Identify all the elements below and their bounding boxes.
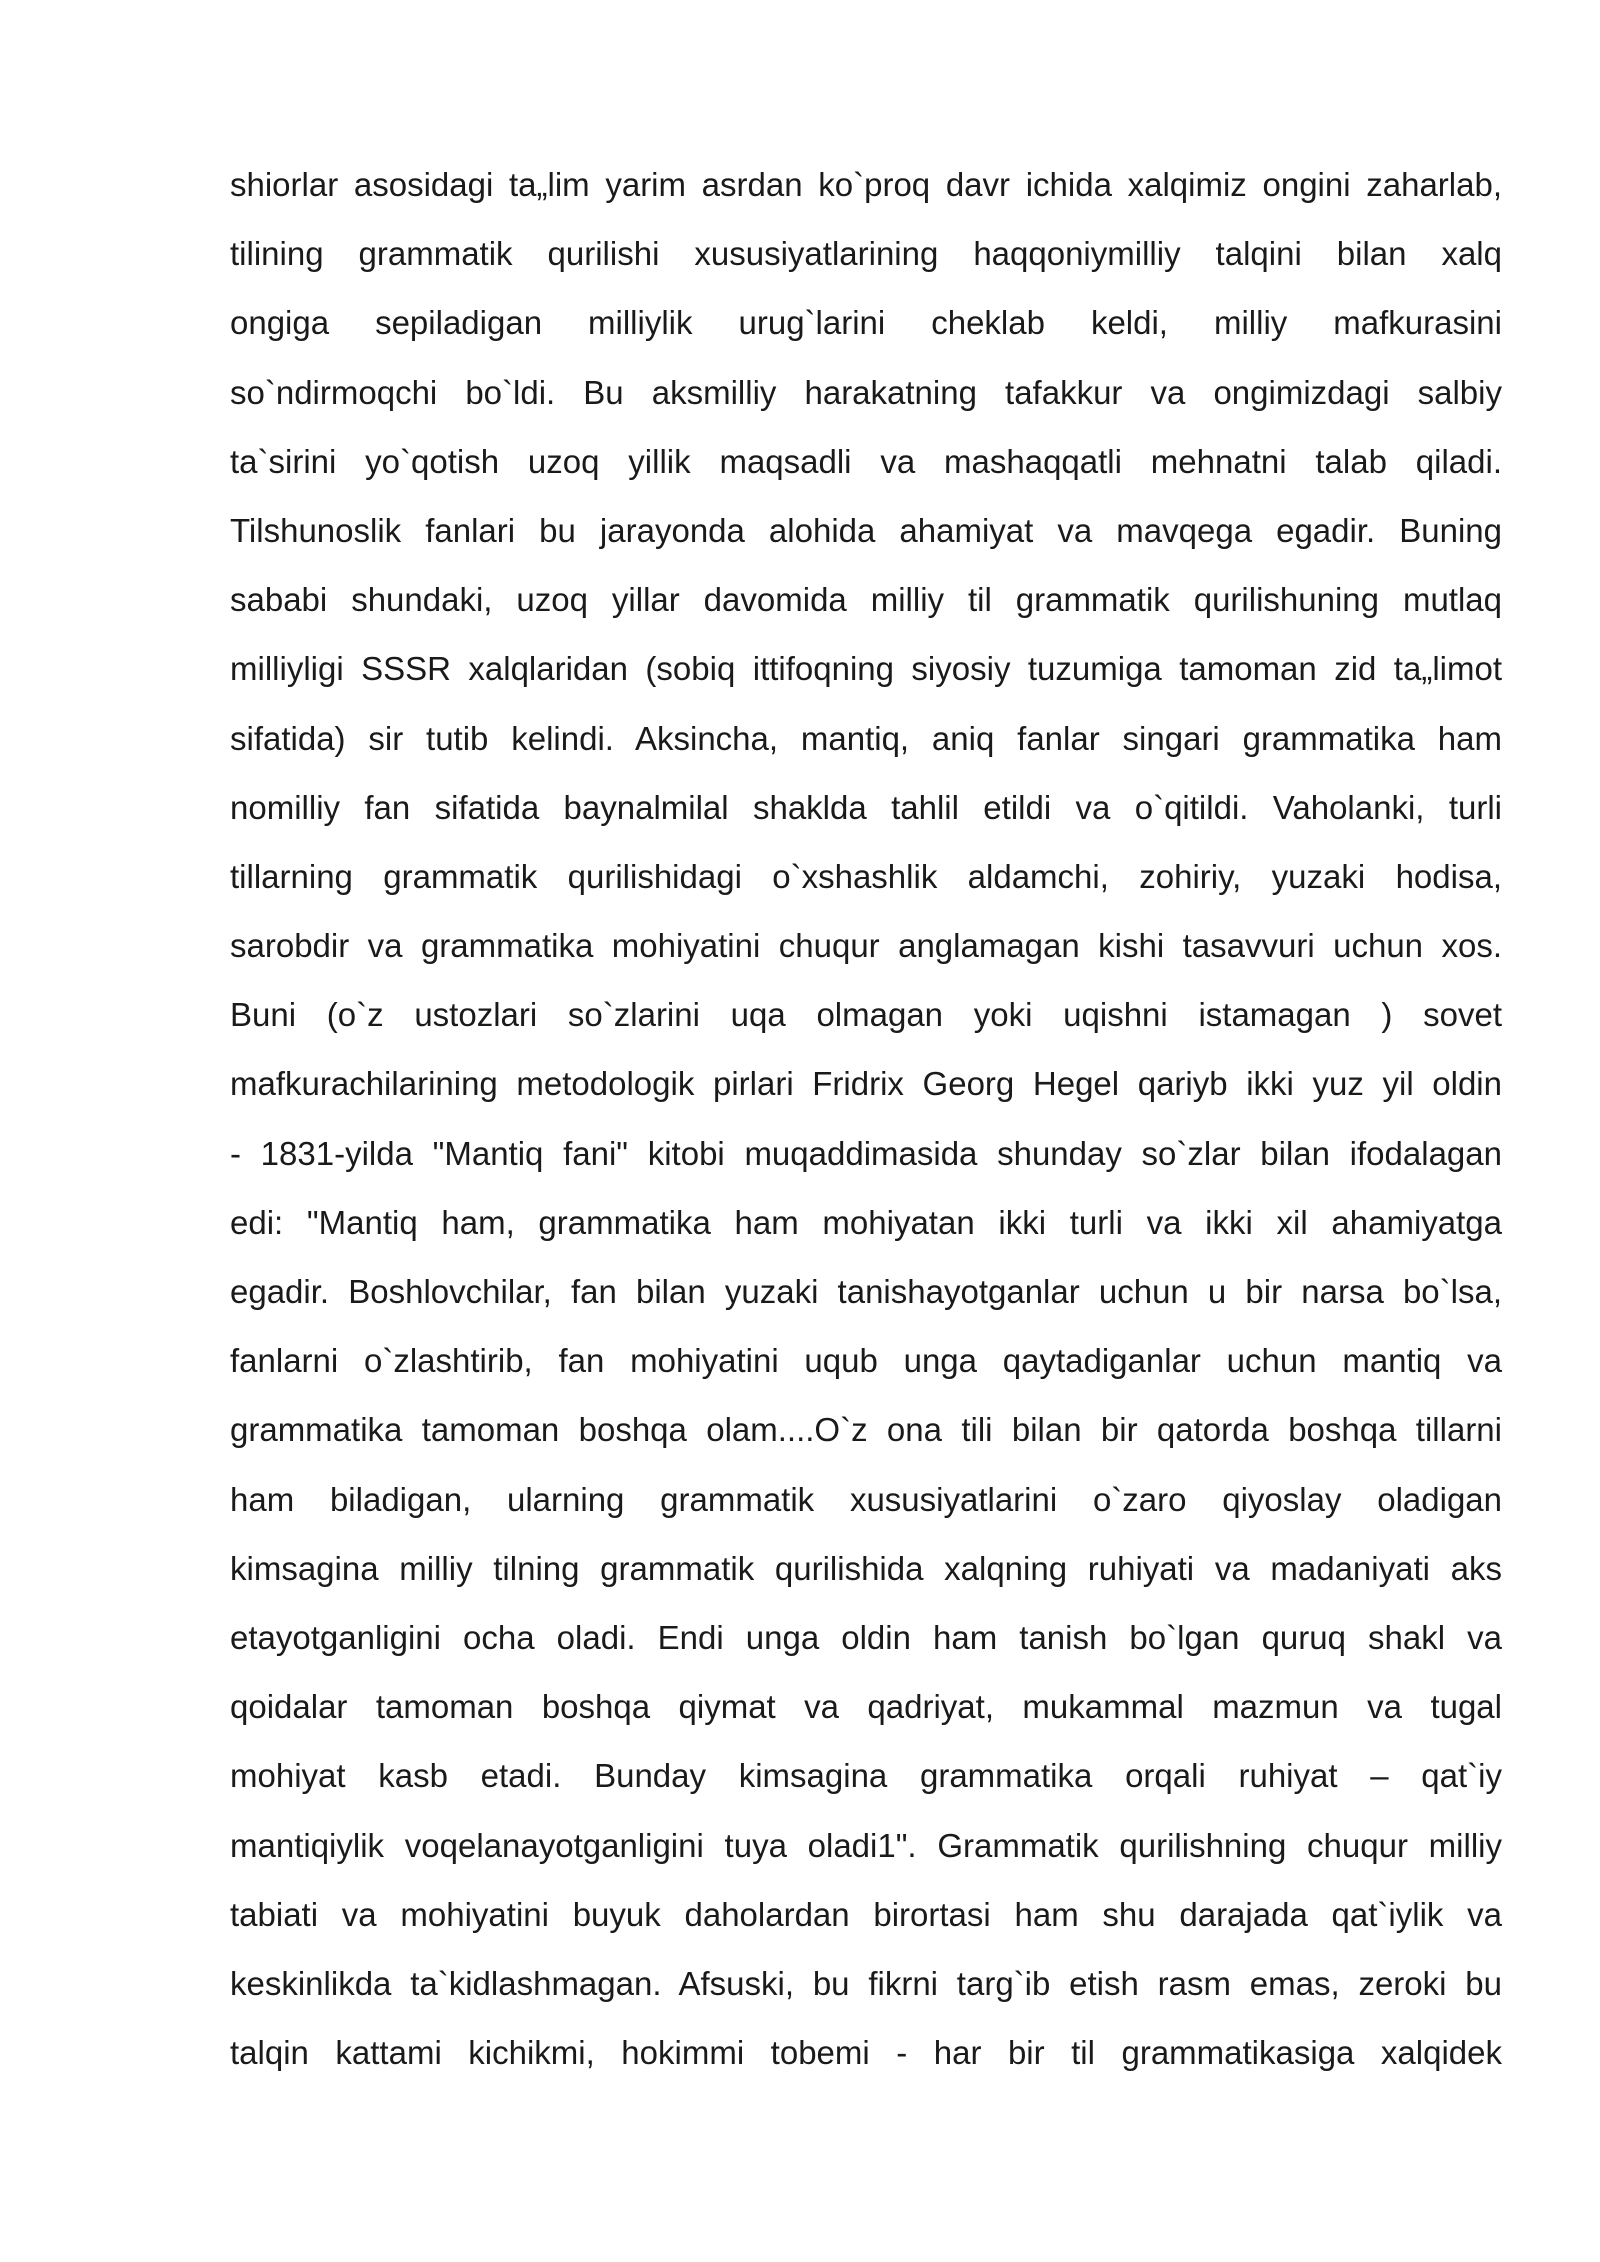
text-line: nomilliy fan sifatida baynalmilal shaklda tahlil etildi va o`qitildi. Vaholanki, turli <box>230 788 1502 826</box>
text-line: Tilshunoslik fanlari bu jarayonda alohida ahamiyat va mavqega egadir. Buning <box>230 511 1502 549</box>
text-line: talqin kattami kichikmi, hokimmi tobemi - har bir til grammatikasiga xalqidek <box>230 2034 1502 2072</box>
body-text <box>230 150 1502 2087</box>
text-line: kimsagina milliy tilning grammatik qurilishida xalqning ruhiyati va madaniyati aks <box>230 1549 1502 1587</box>
text-line: tabiati va mohiyatini buyuk daholardan birortasi ham shu darajada qat`iylik va <box>230 1895 1502 1933</box>
text-line: - 1831-yilda "Mantiq fani" kitobi muqaddimasida shunday so`zlar bilan ifodalagan <box>230 1134 1502 1172</box>
text-line: ta`sirini yo`qotish uzoq yillik maqsadli va mashaqqatli mehnatni talab qiladi. <box>230 442 1502 480</box>
text-line: mantiqiylik voqelanayotganligini tuya oladi1". Grammatik qurilishning chuqur milliy <box>230 1826 1502 1864</box>
text-line: milliyligi SSSR xalqlaridan (sobiq ittifoqning siyosiy tuzumiga tamoman zid ta„limot <box>230 650 1502 688</box>
text-line: tilining grammatik qurilishi xususiyatlarining haqqoniymilliy talqini bilan xalq <box>230 235 1502 273</box>
text-line: etayotganligini ocha oladi. Endi unga oldin ham tanish bo`lgan quruq shakl va <box>230 1618 1502 1656</box>
text-line: mohiyat kasb etadi. Bunday kimsagina grammatika orqali ruhiyat – qat`iy <box>230 1757 1502 1795</box>
text-line: sifatida) sir tutib kelindi. Aksincha, mantiq, aniq fanlar singari grammatika ham <box>230 719 1502 757</box>
text-line: Buni (o`z ustozlari so`zlarini uqa olmagan yoki uqishni istamagan ) sovet <box>230 996 1502 1034</box>
text-line: egadir. Boshlovchilar, fan bilan yuzaki tanishayotganlar uchun u bir narsa bo`lsa, <box>230 1273 1502 1310</box>
text-line: qoidalar tamoman boshqa qiymat va qadriyat, mukammal mazmun va tugal <box>230 1688 1502 1726</box>
text-line: mafkurachilarining metodologik pirlari Fridrix Georg Hegel qariyb ikki yuz yil oldin <box>230 1065 1502 1103</box>
text-line: fanlarni o`zlashtirib, fan mohiyatini uqub unga qaytadiganlar uchun mantiq va <box>230 1342 1502 1380</box>
text-line: so`ndirmoqchi bo`ldi. Bu aksmilliy harakatning tafakkur va ongimizdagi salbiy <box>230 373 1502 411</box>
text-line: sababi shundaki, uzoq yillar davomida milliy til grammatik qurilishuning mutlaq <box>230 581 1502 619</box>
text-line: tillarning grammatik qurilishidagi o`xshashlik aldamchi, zohiriy, yuzaki hodisa, <box>230 857 1502 895</box>
text-line: ham biladigan, ularning grammatik xususiyatlarini o`zaro qiyoslay oladigan <box>230 1480 1502 1518</box>
text-line: ongiga sepiladigan milliylik urug`larini cheklab keldi, milliy mafkurasini <box>230 304 1502 342</box>
text-line: shiorlar asosidagi ta„lim yarim asrdan ko`proq davr ichida xalqimiz ongini zaharlab, <box>230 166 1502 203</box>
text-line: sarobdir va grammatika mohiyatini chuqur anglamagan kishi tasavvuri uchun xos. <box>230 927 1502 965</box>
text-line: grammatika tamoman boshqa olam....O`z ona tili bilan bir qatorda boshqa tillarni <box>230 1411 1502 1449</box>
text-line: edi: "Mantiq ham, grammatika ham mohiyatan ikki turli va ikki xil ahamiyatga <box>230 1203 1502 1241</box>
text-line: keskinlikda ta`kidlashmagan. Afsuski, bu fikrni targ`ib etish rasm emas, zeroki bu <box>230 1964 1502 2002</box>
